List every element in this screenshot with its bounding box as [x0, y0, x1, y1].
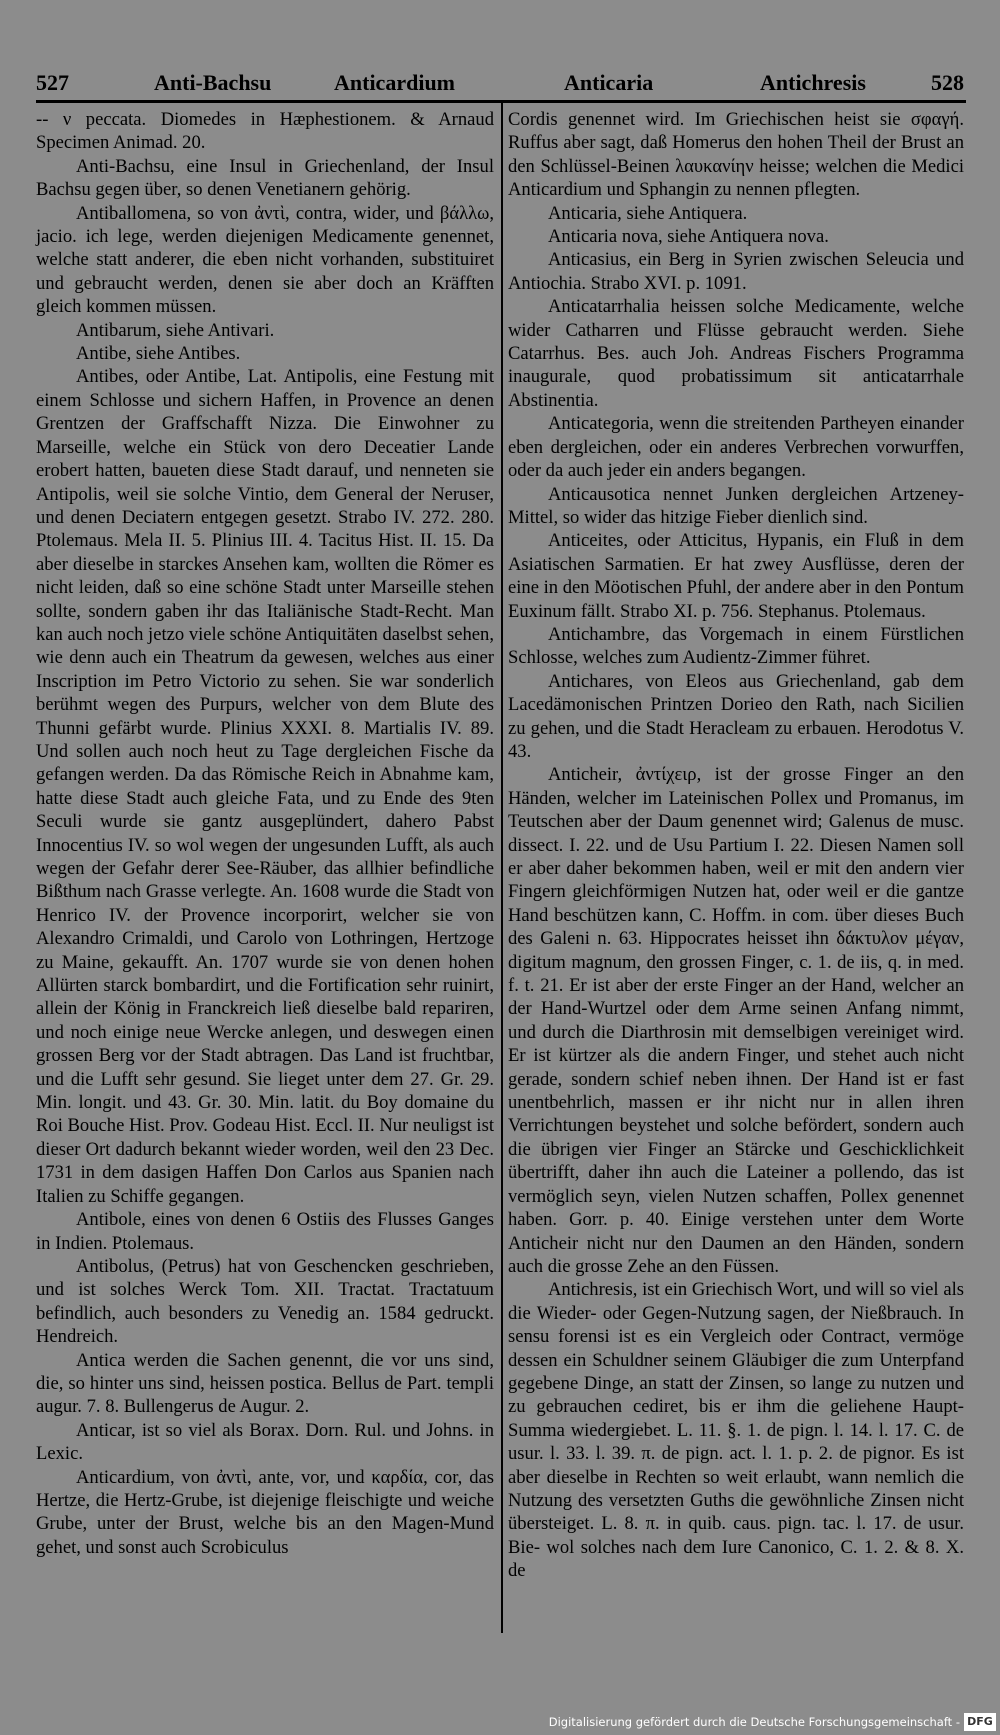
- entry-paragraph: Anticaria, siehe Antiquera.: [548, 202, 748, 224]
- footer-credit: Digitalisierung gefördert durch die Deutsche Forschungsgemeinschaft -: [548, 1715, 960, 1729]
- header-catchword-2: Anticardium: [334, 70, 455, 95]
- entry-paragraph: Antibe, siehe Antibes.: [76, 343, 241, 365]
- entry-paragraph: Antichresis, ist ein Griechisch Wort, und will so viel als die Wieder- oder Gegen-Nutzung sagen, der Nießbrauch. In sensu forensi ist es ein Vergleich oder Contract, vermöge dessen ein Schuldner seinem Gläubiger die zum Unterpfand gegebene Dinge, an statt der Zinsen, so lange zu nutzen und zu gebrauchen cediret, bis er ihm die geliehene Haupt-Summa wiedergiebet. L. 11. §. 1. de pign. l. 14. l. 17. C. de usur. l. 33. l. 39. π. de pign. act. l. 1. p. 2. de pignor. Es ist aber dieselbe in Rechten so weit erlaubt, wann nemlich die Nutzung des versetzten Guths die gewöhnliche Zinsen nicht übersteiget. L. 8. π. in quib. caus. pign. tac. l. 17. de usur. Bie- wol solches nach dem Iure Canonico, C. 1. 2. & 8. X. de: [508, 1279, 964, 1582]
- entry-paragraph: Anticausotica nennet Junken dergleichen Artzeney-Mittel, so wider das hitzige Fieber dienlich sind.: [508, 483, 964, 528]
- entry-paragraph: Antichares, von Eleos aus Griechenland, gab dem Lacedämonischen Printzen Dorieo den Rath, nach Sicilien zu gehen, und die Stadt Heracleam zu erbauen. Herodotus V. 43.: [508, 670, 964, 762]
- entry-paragraph: Anticar, ist so viel als Borax. Dorn. Rul. und Johns. in Lexic.: [36, 1419, 494, 1465]
- header-catchword-4: Antichresis: [760, 70, 866, 95]
- footer-bar: [0, 1712, 1000, 1735]
- dfg-logo: DFG: [964, 1713, 996, 1731]
- page-number-right: 528: [931, 70, 964, 95]
- page-number-left: 527: [36, 70, 69, 95]
- running-header: [36, 70, 964, 100]
- entry-paragraph: Anticaria nova, siehe Antiquera nova.: [548, 226, 829, 248]
- entry-paragraph: Anticheir, ἀντίχειρ, ist der grosse Finger an den Händen, welcher im Lateinischen Pollex und Promanus, im Teutschen aber der Daum genennet wird; Galenus de musc. dissect. I. 22. und de Usu Partium I. 22. Diesen Namen soll er aber daher bekommen haben, weil er mit den andern vier Fingern gleichförmigen Nutzen hat, oder weil er die gantze Hand beschützen kann, C. Hoffm. in com. über dieses Buch des Galeni n. 63. Hippocrates heisset ihn δάκτυλον μέγαν, digitum magnum, den grossen Finger, c. 1. de iis, q. in med. f. t. 21. Er ist aber der erste Finger an der Hand, welcher an der Hand-Wurtzel oder dem Arme seinen Anfang nimmt, und durch die Diarthrosin mit demselbigen vereiniget wird. Er ist kürtzer als die andern Finger, und stehet auch nicht gerade, sondern schief neben ihnen. Der Hand ist er fast unentbehrlich, massen er ihr nicht nur in allen ihren Verrichtungen beystehet und solche befördert, sondern auch die übrigen vier Finger an Stärcke und Geschicklichkeit übertrifft, daher ihn auch die Lateiner a pollendo, das ist vermöglich seyn, vielen Nutzen schaffen, Pollex genennet haben. Gorr. p. 40. Einige verstehen unter dem Worte Anticheir nicht nur den Daumen an den Händen, sondern auch die grosse Zehe an den Füssen.: [508, 764, 964, 1277]
- right-column: [508, 108, 964, 1583]
- entry-paragraph: Antibole, eines von denen 6 Ostiis des Flusses Ganges in Indien. Ptolemaus.: [36, 1209, 494, 1254]
- entry-paragraph: Antibes, oder Antibe, Lat. Antipolis, eine Festung mit einem Schlosse und sichern Haffen, in Provence an denen Grentzen der Graffschafft Nizza. Die Einwohner zu Marseille, welche ein Stück von dero Deceatier Lande erobert hatten, baueten diese Stadt darauf, und nenneten sie Antipolis, weil sie solche Vintio, dem General der Neruser, und denen Deciatern entgegen gesetzt. Strabo IV. 272. 280. Ptolemaus. Mela II. 5. Plinius III. 4. Tacitus Hist. II. 15. Da aber dieselbe in starckes Ansehen kam, wollten die Römer es nicht leiden, daß so eine schöne Stadt unter Marseille stehen sollte, sondern gaben ihr das Italiänische Stadt-Recht. Man kan auch noch jetzo viele schöne Antiquitäten daselbst sehen, wie denn auch ein Theatrum da gewesen, welches aus einer Inscription im Petro Victorio zu sehen. Sie war sonderlich berühmt wegen des Purpurs, welcher von dem Blute des Thunni gefärbt wurde. Plinius XXXI. 8. Martialis IV. 89. Und sollen auch noch heut zu Tage dergleichen Fische da gefangen werden. Da das Römische Reich in Abnahme kam, hatte diese Stadt auch gleiche Fata, und zu Ende des 9ten Seculi wurde sie gantz ausgeplündert, dahero Pabst Innocentius IV. so wol wegen der ungesunden Lufft, als auch wegen der Gefahr derer See-Räuber, das allhier befindliche Bißthum nach Grasse verlegte. An. 1608 wurde die Stadt von Henrico IV. der Provence incorporirt, welcher sie von Alexandro Crimaldi, und Carolo von Lothringen, Hertzoge zu Maine, gekaufft. An. 1707 wurde sie von denen hohen Allürten starck bombardirt, und die Fortification sehr ruinirt, allein der König in Franckreich ließ dieselbe bald repariren, und noch einige neue Wercke anlegen, und deswegen einen grossen Berg vor der Stadt abtragen. Das Land ist fruchtbar, und die Lufft sehr gesund. Sie lieget unter dem 27. Gr. 29. Min. longit. und 43. Gr. 30. Min. latit. du Boy domaine du Roi Bouche Hist. Prov. Godeau Hist. Eccl. II. Nur neuligst ist dieser Ort dadurch bekannt wieder worden, weil den 23 Dec. 1731 in dem dasigen Haffen Don Carlos aus Spanien nach Italien zu Schiffe gegangen.: [36, 366, 494, 1207]
- entry-paragraph: Anticatarrhalia heissen solche Medicamente, welche wider Catharren und Flüsse gebraucht werden. Siehe Catarrhus. Bes. auch Joh. Andreas Fischers Programma inaugurale, quod probatissimum sit anticatarrhale Abstinentia.: [508, 296, 964, 411]
- entry-paragraph: Anticategoria, wenn die streitenden Partheyen einander eben dergleichen, oder ein anderes Verbrechen vorwurffen, oder da auch jeder ein anders begangen.: [508, 413, 964, 482]
- entry-paragraph: Antiballomena, so von ἀντὶ, contra, wider, und βάλλω, jacio. ich lege, werden diejenigen Medicamente genennet, welche statt anderer, die eben nicht vorhanden, substituiret und gebraucht werden, denen sie aber doch an Kräfften gleich kommen müssen.: [36, 202, 494, 318]
- entry-paragraph: Anticeites, oder Atticitus, Hypanis, ein Fluß in dem Asiatischen Sarmatien. Er hat zwey Ausflüsse, deren der eine in den Möotischen Pfuhl, der andere aber in den Pontum Euxinum fällt. Strabo XI. p. 756. Stephanus. Ptolemaus.: [508, 530, 964, 622]
- entry-paragraph: Anticasius, ein Berg in Syrien zwischen Seleucia und Antiochia. Strabo XVI. p. 1091.: [508, 249, 964, 294]
- header-catchword-3: Anticaria: [564, 70, 654, 95]
- entry-paragraph: Anticardium, von ἀντὶ, ante, vor, und καρδία, cor, das Hertze, die Hertz-Grube, ist diejenige fleischigte und weiche Grube, unter der Brust, welche bis an den Magen-Mund gehet, und sonst auch Scrobiculus: [36, 1466, 494, 1558]
- entry-paragraph: Antibarum, siehe Antivari.: [76, 319, 275, 341]
- header-catchword-1: Anti-Bachsu: [154, 70, 272, 95]
- entry-paragraph: Antica werden die Sachen genennt, die vor uns sind, die, so hinter uns sind, heissen postica. Bellus de Part. templi augur. 7. 8. Bullengerus de Augur. 2.: [36, 1349, 494, 1418]
- entry-paragraph: Cordis genennet wird. Im Griechischen heist sie σφαγή. Ruffus aber sagt, daß Homerus den hohen Theil der Brust an den Schlüssel-Beinen λαυκανίην heisse; welchen die Medici Anticardium und Sphangin zu nennen pflegten.: [508, 109, 964, 201]
- entry-paragraph: Antibolus, (Petrus) hat von Geschencken geschrieben, und ist solches Werck Tom. XII. Tractat. Tractatuum befindlich, auch besonders zu Venedig an. 1584 gedruckt. Hendreich.: [36, 1255, 494, 1348]
- entry-paragraph: Anti-Bachsu, eine Insul in Griechenland, der Insul Bachsu gegen über, so denen Venetianern gehörig.: [36, 155, 494, 201]
- column-divider: [501, 103, 503, 1633]
- left-column: [36, 108, 494, 1559]
- entry-paragraph: -- ν peccata. Diomedes in Hæphestionem. & Arnaud Specimen Animad. 20.: [36, 109, 494, 154]
- entry-paragraph: Antichambre, das Vorgemach in einem Fürstlichen Schlosse, welches zum Audientz-Zimmer führet.: [508, 623, 964, 669]
